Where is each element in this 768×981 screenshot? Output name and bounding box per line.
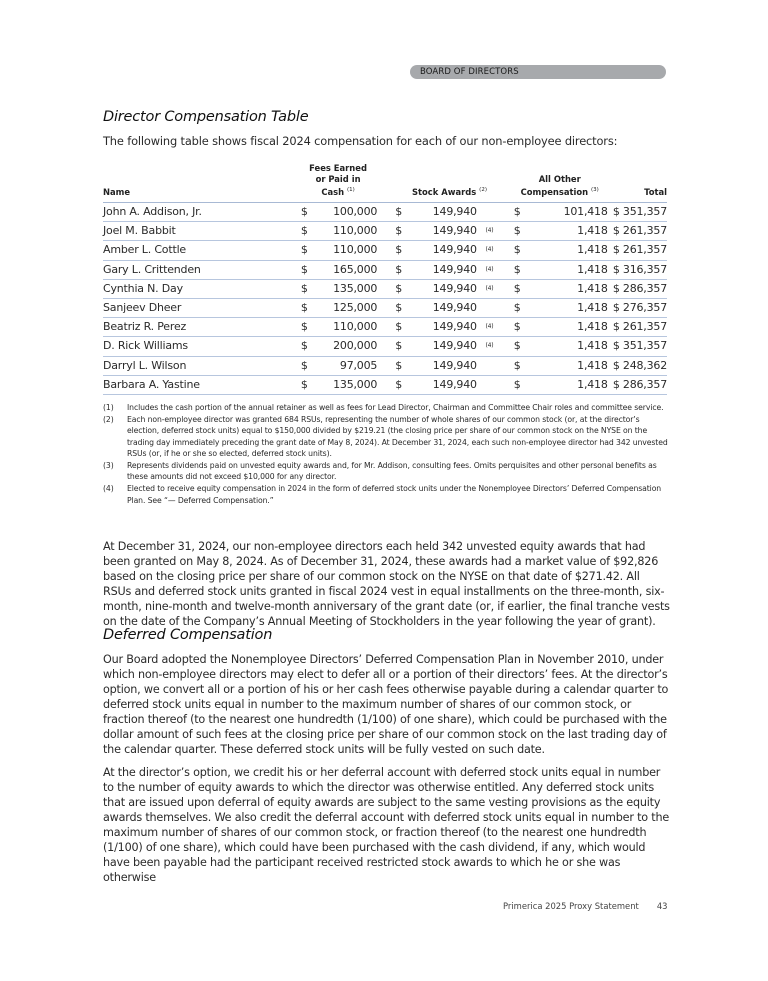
fees-value: 100,000 [316,203,377,222]
total-value: $ 261,357 [608,241,667,260]
director-name: Beatriz R. Perez [103,318,299,337]
table-row [103,356,667,375]
director-name: John A. Addison, Jr. [103,203,299,222]
deferred-paragraph-2: At the director’s option, we credit his or her deferral account with deferred stock units equal in number to the number of equity awards to which the director was otherwise entitled. Any deferred stock units that are issued upon deferral of equity awards are subject to the same vesting provisions as the equity awards themselves. We also credit the deferral account with deferred stock units equal in number to the maximum number of shares of our common stock, or fraction thereof (to the nearest one hundredth (1/100) of one share), which could have been purchased with the cash dividend, if any, which would have been payable had the participant received restricted stock awards to which he or she was otherwise [103,766,670,884]
table-row [103,203,667,222]
currency-symbol: $ [512,203,530,222]
stock-footnote-ref: (4) [478,260,511,279]
stock-footnote-ref [478,375,511,394]
currency-symbol: $ [299,279,316,298]
director-compensation-table [103,163,667,395]
total-value: $ 261,357 [608,222,667,241]
stock-footnote-ref [478,356,511,375]
other-comp-value: 1,418 [530,298,608,317]
page-footer [503,901,667,911]
director-name: D. Rick Williams [103,337,299,356]
stock-footnote-ref: (4) [478,279,511,298]
stock-footnote-ref [478,203,511,222]
other-comp-value: 1,418 [530,241,608,260]
stock-value: 149,940 [433,260,479,279]
stock-value: 149,940 [433,203,479,222]
currency-symbol: $ [299,241,316,260]
footnote-number: (1) [103,403,114,412]
footnote-text: Each non-employee director was granted 684 RSUs, representing the number of whole shares of our common stock (or, at the director’s election, deferred stock units) equal to $150,000 divided by $219.21 (the closing price per share of our common stock on the NYSE on the trading day immediately preceding the grant date of May 8, 2024). At December 31, 2024, each such non-employee director had 342 unvested RSUs (or, if he or she so elected, deferred stock units). [127,414,668,459]
fees-value: 200,000 [316,337,377,356]
other-comp-value: 101,418 [530,203,608,222]
currency-symbol: $ [512,222,530,241]
currency-symbol: $ [377,279,433,298]
other-comp-value: 1,418 [530,337,608,356]
table-row [103,375,667,394]
table-row [103,318,667,337]
currency-symbol: $ [377,318,433,337]
col-fees-header: Fees Earned or Paid in Cash $^{(1)}$ [299,163,377,203]
col-other-header: All Other Compensation $^{(3)}$ [512,163,608,203]
table-footnotes [103,402,673,507]
page-number: 43 [656,901,668,911]
director-name: Gary L. Crittenden [103,260,299,279]
other-comp-value: 1,418 [530,260,608,279]
total-value: $ 351,357 [608,203,667,222]
footnote-number: (3) [103,461,114,471]
stock-value: 149,940 [433,279,479,298]
footnote-text: Represents dividends paid on unvested equity awards and, for Mr. Addison, consulting fees. Omits perquisites and other personal benefits as these amounts did not exceed $10,000 for any director. [127,461,657,482]
stock-value: 149,940 [433,318,479,337]
table-row [103,279,667,298]
total-value: $ 276,357 [608,298,667,317]
footnote [103,483,673,506]
fees-value: 110,000 [316,318,377,337]
total-value: $ 286,357 [608,279,667,298]
currency-symbol: $ [377,260,433,279]
footnote-text: Includes the cash portion of the annual retainer as well as fees for Lead Director, Chairman and Committee Chair roles and committee service. [127,403,664,412]
other-comp-value: 1,418 [530,375,608,394]
currency-symbol: $ [512,260,530,279]
currency-symbol: $ [512,337,530,356]
table-header-row [103,163,667,203]
other-comp-value: 1,418 [530,279,608,298]
total-value: $ 261,357 [608,318,667,337]
currency-symbol: $ [299,260,316,279]
vesting-summary-paragraph: At December 31, 2024, our non-employee directors each held 342 unvested equity awards that had been granted on May 8, 2024. As of December 31, 2024, these awards had a market value of $92,826 based on the closing price per share of our common stock on the NYSE on that date of $271.42. All RSUs and deferred stock units granted in fiscal 2024 vest in equal installments on the three-month, six-month, nine-month and twelve-month anniversary of the grant date (or, if earlier, the final tranche vests on the date of the Company’s Annual Meeting of Stockholders in the year following the year of grant). [103,540,670,628]
stock-value: 149,940 [433,375,479,394]
director-name: Sanjeev Dheer [103,298,299,317]
fees-value: 135,000 [316,279,377,298]
footnote-text: Elected to receive equity compensation in 2024 in the form of deferred stock units under the Nonemployee Directors’ Deferred Compensation Plan. See “— Deferred Compensation.” [127,484,662,505]
stock-value: 149,940 [433,337,479,356]
currency-symbol: $ [377,337,433,356]
currency-symbol: $ [299,318,316,337]
footnote [103,460,673,483]
footnote-number: (2) [103,414,114,424]
fees-value: 125,000 [316,298,377,317]
currency-symbol: $ [299,356,316,375]
table-row [103,222,667,241]
other-comp-value: 1,418 [530,356,608,375]
fees-value: 110,000 [316,222,377,241]
col-total-header: Total [608,163,667,203]
currency-symbol: $ [512,318,530,337]
col-stock-header: Stock Awards $^{(2)}$ [377,163,512,203]
other-comp-value: 1,418 [530,222,608,241]
col-name-header: Name [103,163,299,203]
director-name: Amber L. Cottle [103,241,299,260]
director-name: Darryl L. Wilson [103,356,299,375]
total-value: $ 316,357 [608,260,667,279]
stock-value: 149,940 [433,356,479,375]
currency-symbol: $ [512,356,530,375]
fees-value: 165,000 [316,260,377,279]
deferred-paragraph-1: Our Board adopted the Nonemployee Directors’ Deferred Compensation Plan in November 2010, under which non-employee directors may elect to defer all or a portion of their directors’ fees. At the director’s option, we convert all or a portion of his or her cash fees otherwise payable during a calendar quarter to deferred stock units equal in number to the maximum number of shares of our common stock, or fraction thereof (to the nearest one hundredth (1/100) of one share), which could be purchased with the dollar amount of such fees at the closing price per share of our common stock on the last trading day of the calendar quarter. These deferred stock units will be fully vested on such date. [103,653,669,756]
table-row [103,241,667,260]
currency-symbol: $ [299,203,316,222]
currency-symbol: $ [377,203,433,222]
currency-symbol: $ [512,279,530,298]
stock-value: 149,940 [433,298,479,317]
stock-footnote-ref [478,298,511,317]
fees-value: 135,000 [316,375,377,394]
publication-title: Primerica 2025 Proxy Statement [503,901,639,911]
currency-symbol: $ [512,298,530,317]
footnote [103,414,673,460]
currency-symbol: $ [299,298,316,317]
table-row [103,337,667,356]
footnote-number: (4) [103,484,114,494]
currency-symbol: $ [299,222,316,241]
director-name: Cynthia N. Day [103,279,299,298]
stock-value: 149,940 [433,241,479,260]
currency-symbol: $ [299,375,316,394]
table-intro: The following table shows fiscal 2024 compensation for each of our non-employee directors: [103,134,618,148]
director-name: Barbara A. Yastine [103,375,299,394]
other-comp-value: 1,418 [530,318,608,337]
stock-footnote-ref: (4) [478,318,511,337]
currency-symbol: $ [512,375,530,394]
currency-symbol: $ [512,241,530,260]
footnote [103,402,673,413]
total-value: $ 286,357 [608,375,667,394]
section-label: BOARD OF DIRECTORS [410,65,666,79]
stock-footnote-ref: (4) [478,337,511,356]
fees-value: 110,000 [316,241,377,260]
deferred-section-title: Deferred Compensation [103,627,273,643]
director-name: Joel M. Babbit [103,222,299,241]
currency-symbol: $ [377,298,433,317]
table-section-title: Director Compensation Table [103,109,309,125]
table-row [103,298,667,317]
currency-symbol: $ [377,356,433,375]
currency-symbol: $ [377,222,433,241]
total-value: $ 248,362 [608,356,667,375]
fees-value: 97,005 [316,356,377,375]
table-row [103,260,667,279]
stock-footnote-ref: (4) [478,241,511,260]
currency-symbol: $ [299,337,316,356]
currency-symbol: $ [377,241,433,260]
currency-symbol: $ [377,375,433,394]
stock-footnote-ref: (4) [478,222,511,241]
stock-value: 149,940 [433,222,479,241]
total-value: $ 351,357 [608,337,667,356]
